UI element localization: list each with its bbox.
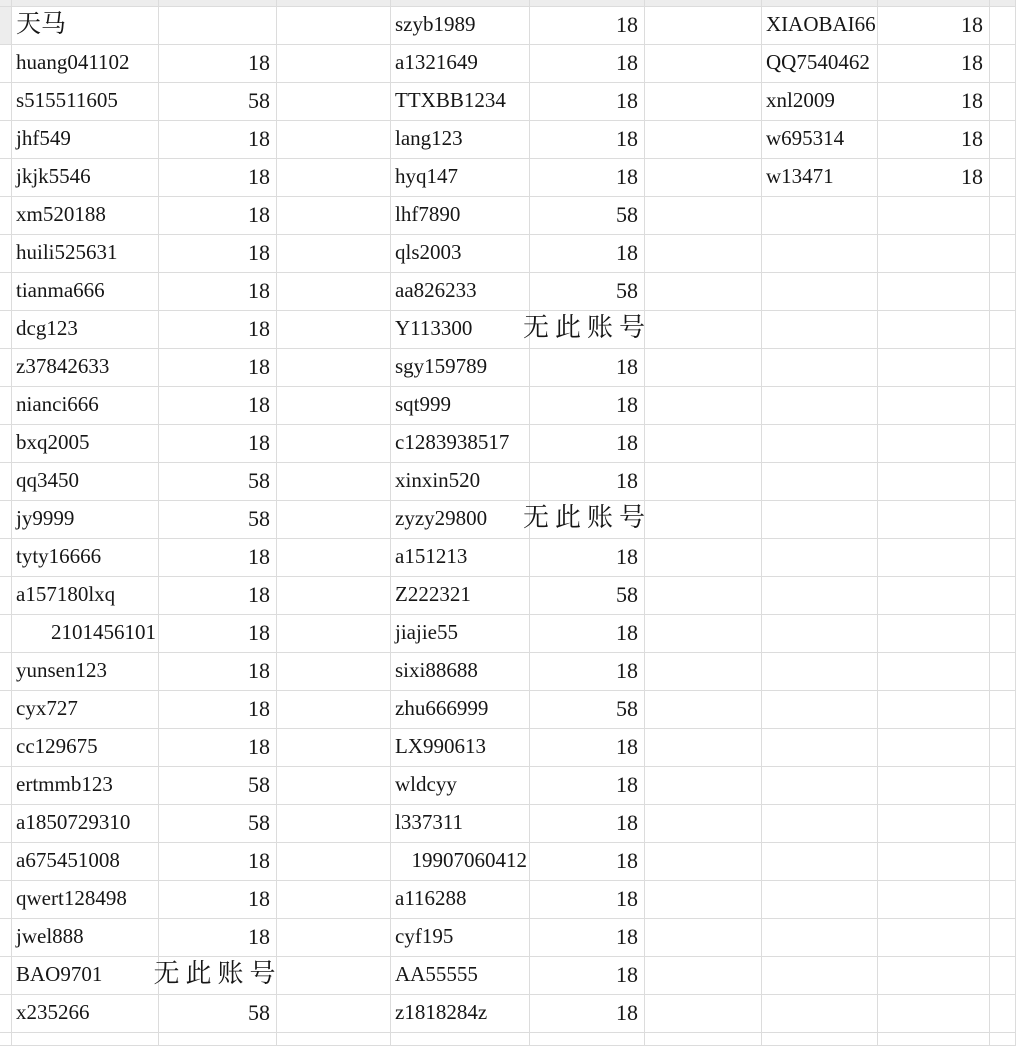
grid-cell[interactable] [762, 729, 878, 767]
grid-cell[interactable] [159, 0, 277, 7]
grid-cell[interactable] [277, 653, 391, 691]
grid-cell[interactable] [391, 1033, 530, 1046]
grid-cell[interactable] [0, 45, 12, 83]
grid-cell[interactable] [990, 653, 1016, 691]
grid-cell[interactable] [645, 615, 762, 653]
grid-cell[interactable] [0, 805, 12, 843]
username-cell[interactable]: ertmmb123 [12, 767, 159, 805]
username-cell[interactable]: cyf195 [391, 919, 530, 957]
grid-cell[interactable] [990, 995, 1016, 1033]
grid-cell[interactable] [762, 273, 878, 311]
grid-cell[interactable] [12, 0, 159, 7]
value-cell[interactable]: 18 [159, 235, 277, 273]
grid-cell[interactable] [277, 539, 391, 577]
value-cell[interactable]: 58 [159, 767, 277, 805]
grid-cell[interactable] [878, 729, 990, 767]
grid-cell[interactable] [0, 577, 12, 615]
username-cell[interactable]: xinxin520 [391, 463, 530, 501]
grid-cell[interactable] [878, 919, 990, 957]
username-cell[interactable]: XIAOBAI66 [762, 7, 878, 45]
username-cell[interactable]: huili525631 [12, 235, 159, 273]
grid-cell[interactable] [990, 843, 1016, 881]
username-cell[interactable]: tyty16666 [12, 539, 159, 577]
grid-cell[interactable] [645, 387, 762, 425]
grid-cell[interactable] [762, 805, 878, 843]
value-cell[interactable]: 58 [159, 995, 277, 1033]
username-cell[interactable]: a151213 [391, 539, 530, 577]
username-cell[interactable]: jiajie55 [391, 615, 530, 653]
grid-cell[interactable] [990, 311, 1016, 349]
grid-cell[interactable] [645, 0, 762, 7]
grid-cell[interactable] [645, 577, 762, 615]
value-cell[interactable]: 18 [159, 539, 277, 577]
grid-cell[interactable] [645, 425, 762, 463]
grid-cell[interactable] [645, 691, 762, 729]
grid-cell[interactable] [990, 1033, 1016, 1046]
grid-cell[interactable] [277, 691, 391, 729]
value-cell[interactable]: 18 [530, 121, 645, 159]
grid-cell[interactable] [645, 995, 762, 1033]
value-cell[interactable]: 18 [159, 311, 277, 349]
grid-cell[interactable] [277, 0, 391, 7]
username-cell[interactable]: jwel888 [12, 919, 159, 957]
grid-cell[interactable] [391, 0, 530, 7]
grid-cell[interactable] [762, 843, 878, 881]
grid-cell[interactable] [277, 995, 391, 1033]
username-cell[interactable]: w695314 [762, 121, 878, 159]
value-cell[interactable]: 58 [159, 501, 277, 539]
grid-cell[interactable] [0, 729, 12, 767]
grid-cell[interactable] [878, 501, 990, 539]
grid-cell[interactable] [0, 957, 12, 995]
grid-cell[interactable] [277, 729, 391, 767]
grid-cell[interactable] [277, 83, 391, 121]
grid-cell[interactable] [762, 311, 878, 349]
username-cell[interactable]: QQ7540462 [762, 45, 878, 83]
grid-cell[interactable] [0, 919, 12, 957]
username-cell[interactable]: a1850729310 [12, 805, 159, 843]
username-cell[interactable]: lhf7890 [391, 197, 530, 235]
username-cell[interactable]: z37842633 [12, 349, 159, 387]
grid-cell[interactable] [0, 273, 12, 311]
username-cell[interactable]: w13471 [762, 159, 878, 197]
grid-cell[interactable] [878, 1033, 990, 1046]
grid-cell[interactable] [762, 653, 878, 691]
username-cell[interactable]: s515511605 [12, 83, 159, 121]
grid-cell[interactable] [0, 425, 12, 463]
username-cell[interactable]: qwert128498 [12, 881, 159, 919]
value-cell[interactable]: 无此账号 [530, 311, 645, 349]
value-cell[interactable]: 18 [159, 881, 277, 919]
value-cell[interactable]: 18 [159, 273, 277, 311]
grid-cell[interactable] [990, 425, 1016, 463]
username-cell[interactable]: l337311 [391, 805, 530, 843]
username-cell[interactable]: sqt999 [391, 387, 530, 425]
grid-cell[interactable] [0, 995, 12, 1033]
value-cell[interactable]: 18 [159, 653, 277, 691]
username-cell[interactable]: cyx727 [12, 691, 159, 729]
username-cell[interactable]: bxq2005 [12, 425, 159, 463]
grid-cell[interactable] [645, 843, 762, 881]
grid-cell[interactable] [277, 615, 391, 653]
value-cell[interactable]: 58 [159, 463, 277, 501]
value-cell[interactable]: 18 [530, 349, 645, 387]
username-cell[interactable]: zyzy29800 [391, 501, 530, 539]
username-cell[interactable]: LX990613 [391, 729, 530, 767]
username-cell[interactable]: huang041102 [12, 45, 159, 83]
grid-cell[interactable] [878, 843, 990, 881]
value-cell[interactable]: 18 [530, 653, 645, 691]
grid-cell[interactable] [990, 729, 1016, 767]
grid-cell[interactable] [645, 159, 762, 197]
grid-cell[interactable] [277, 7, 391, 45]
grid-cell[interactable] [762, 501, 878, 539]
grid-cell[interactable] [645, 653, 762, 691]
value-cell[interactable]: 18 [530, 83, 645, 121]
username-cell[interactable]: TTXBB1234 [391, 83, 530, 121]
grid-cell[interactable] [0, 387, 12, 425]
username-cell[interactable]: jy9999 [12, 501, 159, 539]
grid-cell[interactable] [990, 615, 1016, 653]
grid-cell[interactable] [878, 653, 990, 691]
grid-cell[interactable] [0, 159, 12, 197]
username-cell[interactable]: aa826233 [391, 273, 530, 311]
value-cell[interactable]: 18 [530, 767, 645, 805]
grid-cell[interactable] [277, 577, 391, 615]
grid-cell[interactable] [277, 767, 391, 805]
grid-cell[interactable] [762, 197, 878, 235]
grid-cell[interactable] [990, 881, 1016, 919]
grid-cell[interactable] [159, 7, 277, 45]
grid-cell[interactable] [762, 0, 878, 7]
grid-cell[interactable] [990, 121, 1016, 159]
grid-cell[interactable] [277, 957, 391, 995]
value-cell[interactable]: 18 [159, 843, 277, 881]
value-cell[interactable]: 18 [159, 45, 277, 83]
username-cell[interactable]: cc129675 [12, 729, 159, 767]
grid-cell[interactable] [277, 273, 391, 311]
grid-cell[interactable] [990, 159, 1016, 197]
value-cell[interactable]: 18 [159, 729, 277, 767]
grid-cell[interactable] [762, 957, 878, 995]
grid-cell[interactable] [645, 539, 762, 577]
grid-cell[interactable] [645, 349, 762, 387]
value-cell[interactable]: 18 [159, 615, 277, 653]
grid-cell[interactable] [645, 501, 762, 539]
username-cell[interactable]: wldcyy [391, 767, 530, 805]
value-cell[interactable]: 18 [530, 425, 645, 463]
value-cell[interactable]: 18 [159, 121, 277, 159]
grid-cell[interactable] [990, 919, 1016, 957]
value-cell[interactable]: 58 [159, 805, 277, 843]
value-cell[interactable]: 18 [530, 843, 645, 881]
grid-cell[interactable] [0, 311, 12, 349]
grid-cell[interactable] [878, 995, 990, 1033]
grid-cell[interactable] [530, 1033, 645, 1046]
grid-cell[interactable] [762, 1033, 878, 1046]
grid-cell[interactable] [878, 805, 990, 843]
grid-cell[interactable] [878, 539, 990, 577]
value-cell[interactable]: 18 [159, 387, 277, 425]
grid-cell[interactable] [277, 843, 391, 881]
username-cell[interactable]: sixi88688 [391, 653, 530, 691]
grid-cell[interactable] [0, 615, 12, 653]
value-cell[interactable]: 18 [530, 995, 645, 1033]
value-cell[interactable]: 18 [530, 463, 645, 501]
grid-cell[interactable] [277, 45, 391, 83]
grid-cell[interactable] [277, 349, 391, 387]
username-cell[interactable]: c1283938517 [391, 425, 530, 463]
grid-cell[interactable] [645, 121, 762, 159]
grid-cell[interactable] [0, 539, 12, 577]
grid-cell[interactable] [0, 121, 12, 159]
username-cell[interactable]: xm520188 [12, 197, 159, 235]
grid-cell[interactable] [990, 691, 1016, 729]
username-cell[interactable]: x235266 [12, 995, 159, 1033]
grid-cell[interactable] [990, 197, 1016, 235]
grid-cell[interactable] [645, 273, 762, 311]
grid-cell[interactable] [762, 577, 878, 615]
grid-cell[interactable] [0, 691, 12, 729]
grid-cell[interactable] [990, 83, 1016, 121]
grid-cell[interactable] [990, 349, 1016, 387]
value-cell[interactable]: 18 [878, 121, 990, 159]
username-cell[interactable]: AA55555 [391, 957, 530, 995]
value-cell[interactable]: 18 [530, 919, 645, 957]
grid-cell[interactable] [277, 121, 391, 159]
grid-cell[interactable] [762, 539, 878, 577]
value-cell[interactable]: 18 [159, 919, 277, 957]
value-cell[interactable]: 58 [530, 691, 645, 729]
grid-cell[interactable] [277, 881, 391, 919]
username-cell[interactable]: hyq147 [391, 159, 530, 197]
value-cell[interactable]: 58 [159, 83, 277, 121]
username-cell[interactable]: a116288 [391, 881, 530, 919]
grid-cell[interactable] [645, 45, 762, 83]
grid-cell[interactable] [990, 577, 1016, 615]
grid-cell[interactable] [645, 311, 762, 349]
grid-cell[interactable] [878, 311, 990, 349]
username-cell[interactable]: a157180lxq [12, 577, 159, 615]
username-cell[interactable]: 天马 [12, 7, 159, 45]
username-cell[interactable]: dcg123 [12, 311, 159, 349]
value-cell[interactable]: 18 [530, 387, 645, 425]
grid-cell[interactable] [0, 843, 12, 881]
username-cell[interactable]: tianma666 [12, 273, 159, 311]
grid-cell[interactable] [990, 7, 1016, 45]
grid-cell[interactable] [645, 235, 762, 273]
username-cell[interactable]: sgy159789 [391, 349, 530, 387]
username-cell[interactable]: qls2003 [391, 235, 530, 273]
grid-cell[interactable] [277, 387, 391, 425]
grid-cell[interactable] [762, 767, 878, 805]
value-cell[interactable]: 18 [878, 83, 990, 121]
username-cell[interactable]: 19907060412 [391, 843, 530, 881]
value-cell[interactable]: 18 [530, 159, 645, 197]
username-cell[interactable]: jhf549 [12, 121, 159, 159]
grid-cell[interactable] [762, 463, 878, 501]
grid-cell[interactable] [878, 957, 990, 995]
grid-cell[interactable] [878, 691, 990, 729]
value-cell[interactable]: 18 [159, 159, 277, 197]
value-cell[interactable]: 18 [530, 45, 645, 83]
grid-cell[interactable] [0, 83, 12, 121]
value-cell[interactable]: 18 [530, 729, 645, 767]
value-cell[interactable]: 18 [159, 197, 277, 235]
value-cell[interactable]: 58 [530, 197, 645, 235]
grid-cell[interactable] [645, 767, 762, 805]
grid-cell[interactable] [762, 235, 878, 273]
grid-cell[interactable] [990, 273, 1016, 311]
grid-cell[interactable] [645, 957, 762, 995]
grid-cell[interactable] [762, 615, 878, 653]
grid-cell[interactable] [990, 463, 1016, 501]
grid-cell[interactable] [0, 235, 12, 273]
value-cell[interactable]: 58 [530, 577, 645, 615]
grid-cell[interactable] [762, 881, 878, 919]
username-cell[interactable]: zhu666999 [391, 691, 530, 729]
grid-cell[interactable] [277, 1033, 391, 1046]
grid-cell[interactable] [0, 463, 12, 501]
grid-cell[interactable] [277, 919, 391, 957]
grid-cell[interactable] [762, 995, 878, 1033]
grid-cell[interactable] [645, 805, 762, 843]
grid-cell[interactable] [990, 0, 1016, 7]
value-cell[interactable]: 18 [530, 957, 645, 995]
value-cell[interactable]: 18 [530, 539, 645, 577]
grid-cell[interactable] [878, 425, 990, 463]
grid-cell[interactable] [762, 919, 878, 957]
grid-cell[interactable] [762, 349, 878, 387]
value-cell[interactable]: 18 [878, 7, 990, 45]
value-cell[interactable]: 18 [878, 159, 990, 197]
username-cell[interactable]: szyb1989 [391, 7, 530, 45]
grid-cell[interactable] [990, 539, 1016, 577]
username-cell[interactable]: jkjk5546 [12, 159, 159, 197]
username-cell[interactable]: yunsen123 [12, 653, 159, 691]
grid-cell[interactable] [878, 387, 990, 425]
username-cell[interactable]: BAO9701 [12, 957, 159, 995]
value-cell[interactable]: 18 [878, 45, 990, 83]
grid-cell[interactable] [878, 349, 990, 387]
grid-cell[interactable] [990, 235, 1016, 273]
grid-cell[interactable] [0, 349, 12, 387]
value-cell[interactable]: 18 [159, 577, 277, 615]
grid-cell[interactable] [645, 1033, 762, 1046]
grid-cell[interactable] [645, 919, 762, 957]
username-cell[interactable]: lang123 [391, 121, 530, 159]
value-cell[interactable]: 18 [530, 615, 645, 653]
grid-cell[interactable] [878, 197, 990, 235]
grid-cell[interactable] [0, 0, 12, 7]
value-cell[interactable]: 18 [530, 235, 645, 273]
username-cell[interactable]: nianci666 [12, 387, 159, 425]
grid-cell[interactable] [878, 235, 990, 273]
grid-cell[interactable] [762, 691, 878, 729]
value-cell[interactable]: 18 [530, 7, 645, 45]
value-cell[interactable]: 18 [530, 881, 645, 919]
username-cell[interactable]: z1818284z [391, 995, 530, 1033]
grid-cell[interactable] [762, 387, 878, 425]
grid-cell[interactable] [878, 273, 990, 311]
grid-cell[interactable] [645, 881, 762, 919]
username-cell[interactable]: a1321649 [391, 45, 530, 83]
grid-cell[interactable] [762, 425, 878, 463]
grid-cell[interactable] [990, 45, 1016, 83]
grid-cell[interactable] [12, 1033, 159, 1046]
grid-cell[interactable] [159, 1033, 277, 1046]
grid-cell[interactable] [277, 159, 391, 197]
grid-cell[interactable] [277, 805, 391, 843]
grid-cell[interactable] [878, 0, 990, 7]
grid-cell[interactable] [990, 805, 1016, 843]
grid-cell[interactable] [277, 501, 391, 539]
grid-cell[interactable] [878, 615, 990, 653]
grid-cell[interactable] [645, 83, 762, 121]
username-cell[interactable]: xnl2009 [762, 83, 878, 121]
username-cell[interactable]: qq3450 [12, 463, 159, 501]
grid-cell[interactable] [0, 197, 12, 235]
grid-cell[interactable] [0, 1033, 12, 1046]
grid-cell[interactable] [878, 577, 990, 615]
grid-cell[interactable] [645, 463, 762, 501]
value-cell[interactable]: 18 [159, 691, 277, 729]
grid-cell[interactable] [990, 501, 1016, 539]
grid-cell[interactable] [878, 463, 990, 501]
grid-cell[interactable] [277, 197, 391, 235]
grid-cell[interactable] [530, 0, 645, 7]
grid-cell[interactable] [0, 653, 12, 691]
grid-cell[interactable] [645, 7, 762, 45]
grid-cell[interactable] [990, 387, 1016, 425]
grid-cell[interactable] [277, 311, 391, 349]
username-cell[interactable]: Z222321 [391, 577, 530, 615]
grid-cell[interactable] [990, 957, 1016, 995]
username-cell[interactable]: a675451008 [12, 843, 159, 881]
grid-cell[interactable] [277, 463, 391, 501]
grid-cell[interactable] [878, 881, 990, 919]
grid-cell[interactable] [645, 197, 762, 235]
value-cell[interactable]: 18 [159, 349, 277, 387]
grid-cell[interactable] [277, 425, 391, 463]
value-cell[interactable]: 无此账号 [530, 501, 645, 539]
value-cell[interactable]: 18 [159, 425, 277, 463]
value-cell[interactable]: 无此账号 [159, 957, 277, 995]
value-cell[interactable]: 58 [530, 273, 645, 311]
grid-cell[interactable] [0, 7, 12, 45]
grid-cell[interactable] [0, 881, 12, 919]
value-cell[interactable]: 18 [530, 805, 645, 843]
grid-cell[interactable] [0, 501, 12, 539]
grid-cell[interactable] [878, 767, 990, 805]
username-cell[interactable]: 2101456101 [12, 615, 159, 653]
grid-cell[interactable] [990, 767, 1016, 805]
grid-cell[interactable] [0, 767, 12, 805]
grid-cell[interactable] [277, 235, 391, 273]
username-cell[interactable]: Y113300 [391, 311, 530, 349]
grid-cell[interactable] [645, 729, 762, 767]
